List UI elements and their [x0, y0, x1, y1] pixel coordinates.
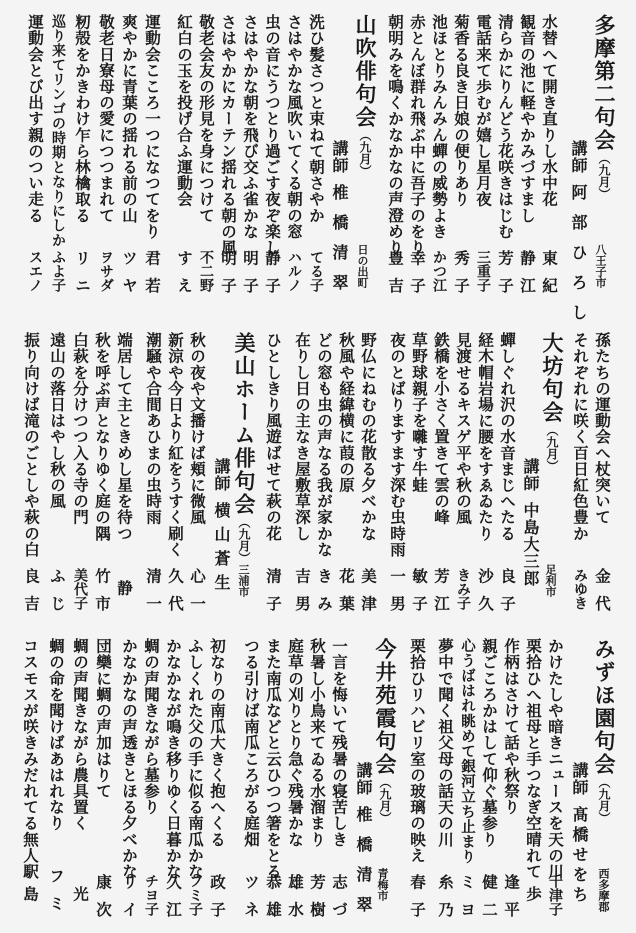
tier-3: [0, 624, 636, 933]
teacher-label: 講師: [354, 762, 373, 796]
poem-text: 運動会こころ一つになつてをり: [143, 14, 162, 240]
group-month: （九月）: [597, 152, 611, 200]
poem-text: 経木帽岩場に腰をすゑゐたり: [476, 332, 495, 542]
group-teacher: [352, 762, 374, 926]
teacher-label: 講師: [521, 458, 540, 492]
city-label: 足利市: [544, 564, 557, 597]
poem-text: 菊香る良き日娘の便りあり: [452, 14, 471, 208]
poem-text: 籾殻をかきわけ乍ら林檎取る: [73, 14, 92, 224]
group-title: [352, 14, 378, 177]
group-name: 多摩第二句会: [592, 14, 616, 152]
poem-text: 水替へて開き直りし水中花: [540, 14, 559, 208]
poem-author: 心一: [188, 568, 207, 623]
poem-text: 蜩の声聞きながら墓参り: [142, 638, 161, 816]
poem-author: リニ: [73, 250, 92, 305]
poem-author: 良子: [498, 568, 517, 623]
poem-author: 芳江: [432, 568, 451, 623]
teacher-name: 椎橋清翠: [354, 806, 373, 926]
group-city: [355, 244, 369, 288]
poem-author: 竹市: [93, 568, 112, 623]
poem-author: ふじ: [48, 568, 67, 623]
poem-text: 敬老日寮母の愛につつまれて: [97, 14, 116, 224]
poem-text: 心うばはれ眺めて銀河立ち止まり: [459, 638, 476, 865]
poem-author: 沙久: [476, 568, 495, 623]
group-month: （九月）: [545, 424, 559, 472]
group-teacher: [519, 458, 541, 587]
poem-author: 清一: [144, 568, 163, 623]
poem-author: 豊吉: [386, 250, 405, 305]
poem-author: フミ: [47, 868, 66, 923]
poem-text: 朝明みを鳴くかなかなの声澄めり: [386, 14, 405, 256]
teacher-label: 講師: [212, 458, 231, 492]
poem-author: ハルノ: [286, 250, 302, 292]
poem-author: 歩: [524, 886, 543, 914]
teacher-name: 阿部ひろし: [569, 184, 588, 334]
poem-author: 金代: [593, 568, 612, 623]
city-label: 八王子市: [594, 244, 607, 288]
group-month: （九月）: [358, 129, 372, 177]
poem-text: 運動会とび出す親のつい走る: [26, 14, 45, 224]
poem-author: チヨ子: [143, 874, 159, 916]
poem-text: 巡り来てリンゴの時期となりにしか: [50, 14, 66, 248]
poem-text: 親ごころかはして仰ぐ墓参り: [480, 638, 499, 848]
poem-text: 団欒に蜩の声加はりて: [94, 638, 113, 799]
poem-author: すえ: [175, 250, 194, 305]
poem-author: 清子: [264, 568, 283, 623]
poem-text: かけたしや暗きニュースを天の川: [546, 638, 565, 880]
poem-text: 見渡せるキスゲ平や秋の風: [454, 332, 473, 526]
poem-author: 政子: [208, 874, 227, 929]
poem-author: 良吉: [22, 568, 41, 623]
poem-author: 久江: [164, 874, 183, 929]
poem-text: どの窓も虫の声なる我が家かな: [315, 332, 334, 558]
poem-author: 吉男: [293, 568, 312, 623]
teacher-label: 講師: [330, 140, 349, 174]
poem-text: 蟬しぐれ沢の水音まじへたる: [498, 332, 517, 542]
poem-text: 秋を呼ぶ声となりゆく庭の隅: [93, 332, 112, 542]
city-label: 青梅市: [376, 868, 389, 901]
poem-text: 観音の池に軽やかみづすまし: [518, 14, 537, 224]
tier-1: [0, 0, 636, 334]
poem-text: 紅白の玉を投げ合ふ運動会: [175, 14, 194, 208]
teacher-label: 講師: [570, 762, 589, 796]
poem-author: 一男: [388, 568, 407, 623]
poem-author: 逢平: [502, 874, 521, 929]
poem-author: 東紀: [540, 250, 559, 305]
poem-author: 美津: [359, 568, 378, 623]
poem-author: 秀子: [452, 250, 471, 305]
poem-text: 虫の音にうつとり過ごす夜ぞ楽し: [263, 14, 282, 256]
poem-text: 草野球親子を囃す牛蛙: [410, 332, 429, 493]
poem-text: 庭草の刈りとり急ぐ残暑かな: [286, 638, 305, 848]
poem-text: 秋暑し小鳥来てゐる水溜まり: [308, 638, 327, 848]
group-title: [231, 332, 257, 564]
poem-author: かつ江: [431, 250, 447, 292]
poem-text: 栗拾ひへ祖母と手つなぎ空晴れて: [524, 638, 543, 880]
poem-author: 恭雄: [264, 874, 283, 929]
poem-text: 秋風や経緯横に葭の原: [337, 332, 356, 493]
group-title: [591, 14, 617, 200]
group-title: [539, 332, 565, 472]
group-month: （九月）: [237, 516, 251, 564]
group-city: [236, 564, 250, 597]
poem-text: ひとしきり風遊ばせて萩の花: [264, 332, 283, 542]
poem-text: 端居して主ときめし星を待つ: [115, 332, 134, 542]
poem-text: 爽やかに青葉の揺れる前の山: [120, 14, 139, 224]
poem-author: ツネ: [242, 874, 261, 929]
poem-text: 在りし日の主なき屋敷草深し: [293, 332, 312, 542]
poem-text: それぞれに咲く百日紅色豊か: [571, 332, 590, 542]
poem-text: 夢中で聞く祖父母の話天の川: [436, 638, 455, 848]
poem-text: つる引けば南瓜ころがる庭畑: [242, 638, 261, 848]
poem-text: 蜩の命を聞けばあはれなり: [47, 638, 66, 832]
poem-author: 明子: [241, 250, 260, 305]
poem-author: 花葉: [337, 568, 356, 623]
poem-text: 蜩の声聞きながら農具置く: [71, 638, 90, 832]
poem-text: 夜のとばりますます深む虫時雨: [388, 332, 407, 558]
poem-author: 雄水: [286, 874, 305, 929]
group-city: [596, 868, 610, 912]
poem-text: 遠山の落日はやし秋の風: [48, 332, 67, 510]
poem-text: 洗ひ髪さつと束ねて朝さやか: [307, 14, 326, 224]
poem-text: 潮騒や合間あひまの虫時雨: [144, 332, 163, 526]
poem-author: 芳子: [496, 250, 515, 305]
poem-text: 白萩を分けつつ入る寺の門: [71, 332, 90, 526]
poem-text: 秋の夜や文播けば頬に微風: [188, 332, 207, 526]
poem-author: 志づ: [330, 874, 349, 929]
poem-author: みゆき: [572, 568, 588, 610]
poem-text: コスモスが咲きみだれてる無人駅: [21, 638, 40, 880]
poem-text: 一言を悔いて残暑の寝苦しき: [330, 638, 349, 848]
poem-author: 千津子: [547, 874, 563, 916]
group-title: [591, 638, 617, 824]
teacher-name: 椎橋清翠: [330, 184, 349, 304]
group-city: [375, 868, 389, 901]
poem-author: フミ子: [187, 874, 203, 916]
poem-text: かなかなが鳴き移りゆく日暮かな: [164, 638, 183, 880]
group-title: [372, 638, 398, 824]
poem-text: 清らかにりんどう花咲きはじむ: [496, 14, 515, 240]
poem-text: 鉄橋を小さく置きて雲の峰: [432, 332, 451, 526]
poem-author: ツヤ: [120, 250, 139, 305]
group-city: [543, 564, 557, 597]
poem-author: 三重子: [475, 250, 491, 292]
poem-author: ヲサダ: [98, 250, 114, 292]
group-name: 山吹俳句会: [353, 14, 377, 129]
poem-text: 電話来て歩むが嬉し星月夜: [474, 14, 493, 208]
poem-author: きみ: [315, 568, 334, 623]
group-name: 大坊句会: [540, 332, 564, 424]
group-name: 美山ホーム俳句会: [232, 332, 256, 516]
city-label: 日の出町: [356, 244, 369, 288]
poem-author: 君若: [143, 250, 162, 305]
poem-text: ふしくれた父の手に似る南瓜かな: [186, 638, 205, 880]
group-teacher: [328, 140, 350, 304]
teacher-label: 講師: [569, 140, 588, 174]
teacher-name: 髙橋せをち: [570, 806, 589, 906]
poem-author: 春子: [408, 874, 427, 929]
group-name: みずほ園句会: [592, 638, 616, 776]
poem-author: 島: [21, 886, 40, 914]
poem-text: 作柄はさけて話や秋祭り: [502, 638, 521, 816]
poem-text: 赤とんぼ群れ飛ぶ中に吾子のをり: [408, 14, 427, 256]
poem-author: 幸子: [408, 250, 427, 305]
group-teacher: [210, 458, 232, 598]
city-label: 西多摩郡: [597, 868, 610, 912]
poem-author: 明子: [219, 250, 238, 305]
poem-author: リイ: [120, 874, 139, 929]
tier-2: [0, 318, 636, 623]
poem-text: さはやかな風吹いてくる朝の窓: [285, 14, 304, 240]
poem-author: 光: [71, 886, 90, 914]
poem-author: 健二: [480, 874, 499, 929]
group-teacher: [567, 140, 589, 334]
poem-text: 振り向けば滝のごとしや萩の白: [22, 332, 41, 558]
poem-author: ミヨ: [458, 874, 477, 929]
poem-text: 池ほとりみんみん蟬の威勢よき: [430, 14, 449, 240]
poem-author: 芳樹: [308, 874, 327, 929]
group-month: （九月）: [378, 776, 392, 824]
group-name: 今井苑霞句会: [373, 638, 397, 776]
poem-author: 美代子: [72, 568, 88, 610]
poem-author: 静江: [518, 250, 537, 305]
poem-text: 新涼や今日より紅をうすく刷く: [166, 332, 185, 558]
teacher-name: 横山蒼生: [212, 502, 231, 598]
poem-author: ふよ子: [50, 250, 66, 292]
poem-author: 久代: [166, 568, 185, 623]
poem-text: かなかなの声透きとほる夕べかな: [120, 638, 139, 880]
poem-author: 敏子: [410, 568, 429, 623]
poem-author: スエノ: [27, 250, 43, 292]
poem-text: 孫たちの運動会へ杖突いて: [593, 332, 612, 526]
group-month: （九月）: [597, 776, 611, 824]
group-city: [593, 244, 607, 288]
poem-author: 静子: [263, 250, 282, 305]
poem-author: きみ子: [455, 568, 471, 610]
city-label: 三浦市: [237, 564, 250, 597]
teacher-name: 中島大三郎: [521, 502, 540, 587]
poem-author: てる子: [308, 250, 324, 292]
poem-text: 敬老会友の形見を身につけて: [197, 14, 216, 224]
poem-text: また南瓜などと云ひつつ箸をとる: [264, 638, 283, 880]
poem-text: 初なりの南瓜大きく抱へくる: [208, 638, 227, 848]
poem-author: 康次: [94, 874, 113, 929]
poem-author: 不二野: [198, 250, 214, 292]
group-teacher: [568, 762, 590, 906]
poem-text: 野仏にねむの花散る夕べかな: [359, 332, 378, 542]
poem-text: さはやかな朝を飛び交ふ雀かな: [241, 14, 260, 240]
poem-text: さはやかにカーテン揺れる朝の風: [219, 14, 238, 256]
poem-author: 静: [115, 580, 134, 608]
poem-author: 糸乃: [436, 874, 455, 929]
poem-text: 栗拾ひリハビリ室の玻璃の映え: [408, 638, 427, 864]
